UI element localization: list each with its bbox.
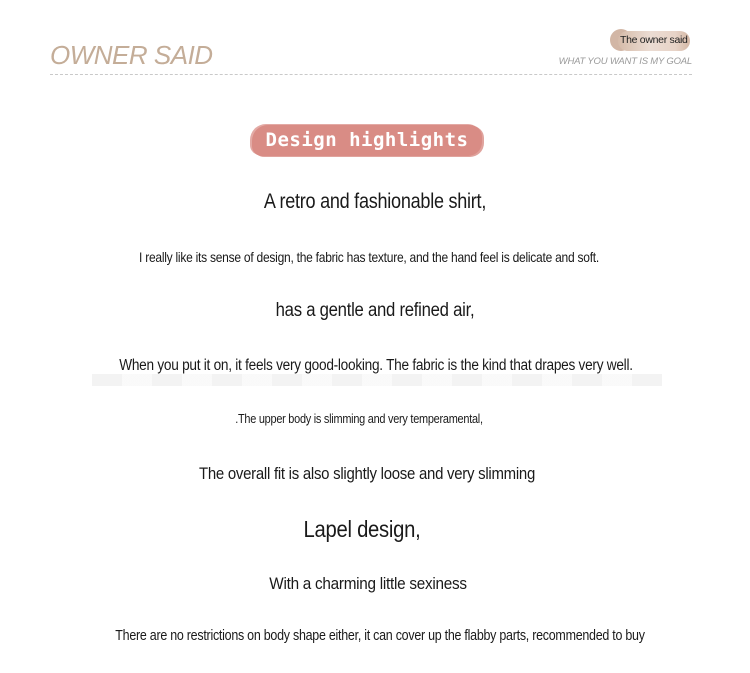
owner-badge <box>610 29 690 53</box>
text-line: Lapel design, <box>303 516 421 542</box>
page-title: OWNER SAID <box>50 40 213 70</box>
text-line: With a charming little sexiness <box>269 574 467 593</box>
section-label-text: Design highlights <box>265 129 469 151</box>
text-line: I really like its sense of design, the fabric has texture, and the hand feel is delicate and soft. <box>139 249 599 265</box>
text-line: The overall fit is also slightly loose and very slimming <box>198 464 536 483</box>
text-line: A retro and fashionable shirt, <box>263 190 487 213</box>
header <box>50 26 692 75</box>
text-reflection <box>92 374 662 386</box>
section-label <box>252 125 482 156</box>
badge-text: The owner said <box>620 34 688 46</box>
text-line: There are no restrictions on body shape either, it can cover up the flabby parts, recommended to buy <box>115 628 645 644</box>
text-line: has a gentle and refined air, <box>275 300 475 321</box>
tagline: WHAT YOU WANT IS MY GOAL <box>558 56 692 67</box>
text-line: When you put it on, it feels very good-looking. The fabric is the kind that drapes very well. <box>119 357 633 374</box>
text-line: .The upper body is slimming and very temperamental, <box>235 411 483 426</box>
